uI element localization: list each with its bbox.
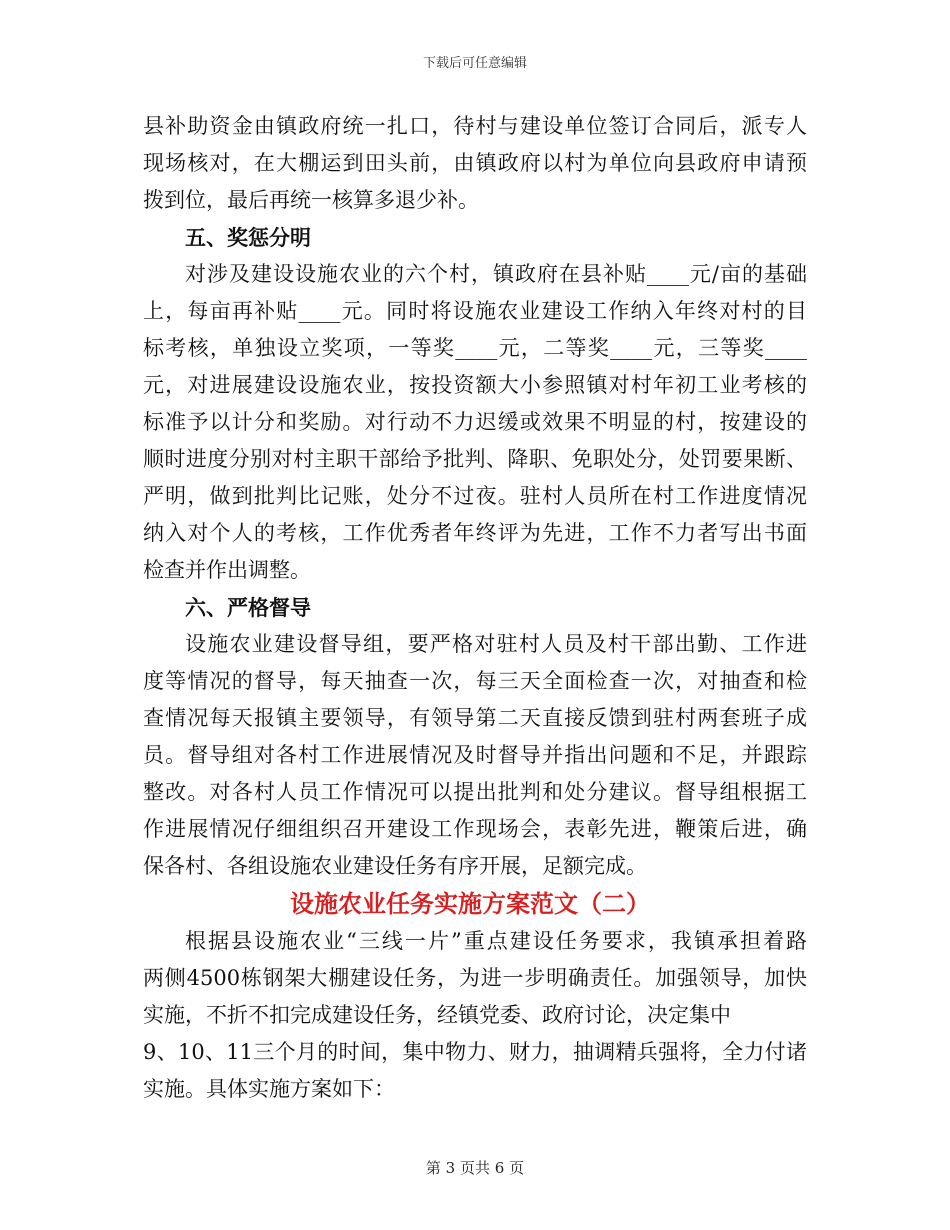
text-line: 拨到位，最后再统一核算多退少补。	[143, 188, 479, 212]
text-line: 元，对进展建设设施农业，按投资额大小参照镇对村年初工业考核的	[143, 373, 807, 397]
text-line: 实施，不折不扣完成建设任务，经镇党委、政府讨论，决定集中	[143, 1003, 731, 1027]
text-line: 顺时进度分别对村主职干部给予批判、降职、免职处分，处罚要果断、	[143, 447, 807, 471]
text-line: 度等情况的督导，每天抽查一次，每三天全面检查一次，对抽查和检	[143, 669, 807, 693]
page-header: 下载后可任意编辑	[422, 56, 527, 71]
section-heading-supervision: 六、严格督导	[185, 595, 311, 620]
text-line: 对涉及建设设施农业的六个村，镇政府在县补贴____元/亩的基础	[185, 262, 807, 286]
paragraph-rewards	[143, 256, 807, 589]
document-body	[143, 108, 807, 1108]
text-line: 县补助资金由镇政府统一扎口，待村与建设单位签订合同后，派专人	[143, 114, 807, 138]
text-line: 上，每亩再补贴____元。同时将设施农业建设工作纳入年终对村的目	[143, 299, 807, 323]
text-line: 检查并作出调整。	[143, 558, 311, 582]
text-line: 严明，做到批判比记账，处分不过夜。驻村人员所在村工作进度情况	[143, 484, 807, 508]
text-line: 整改。对各村人员工作情况可以提出批判和处分建议。督导组根据工	[143, 780, 807, 804]
text-line: 9、10、11三个月的时间，集中物力、财力，抽调精兵强将，全力付诸	[143, 1040, 807, 1064]
section-heading-rewards: 五、奖惩分明	[185, 225, 311, 250]
text-line: 标准予以计分和奖励。对行动不力迟缓或效果不明显的村，按建设的	[143, 410, 807, 434]
text-line: 根据县设施农业“三线一片”重点建设任务要求，我镇承担着路	[185, 929, 807, 953]
paragraph-plan-intro	[143, 923, 807, 1108]
text-line: 作进展情况仔细组织召开建设工作现场会，表彰先进，鞭策后进，确	[143, 817, 807, 841]
text-line: 设施农业建设督导组，要严格对驻村人员及村干部出勤、工作进	[185, 632, 807, 656]
paragraph-supervision	[143, 626, 807, 885]
text-line: 标考核，单独设立奖项，一等奖____元，二等奖____元，三等奖____	[143, 336, 807, 360]
text-line: 实施。具体实施方案如下：	[143, 1077, 395, 1101]
text-line: 员。督导组对各村工作进展情况及时督导并指出问题和不足，并跟踪	[143, 743, 807, 767]
text-line: 纳入对个人的考核，工作优秀者年终评为先进，工作不力者写出书面	[143, 521, 807, 545]
text-line: 现场核对，在大棚运到田头前，由镇政府以村为单位向县政府申请预	[143, 151, 807, 175]
text-line: 查情况每天报镇主要领导，有领导第二天直接反馈到驻村两套班子成	[143, 706, 807, 730]
paragraph-subsidy-funds	[143, 108, 807, 219]
text-line: 两侧4500栋钢架大棚建设任务，为进一步明确责任。加强领导，加快	[143, 966, 807, 990]
page-number: 第 3 页共 6 页	[425, 1159, 525, 1177]
text-line: 保各村、各组设施农业建设任务有序开展，足额完成。	[143, 854, 647, 878]
document-title: 设施农业任务实施方案范文（二）	[290, 889, 650, 918]
